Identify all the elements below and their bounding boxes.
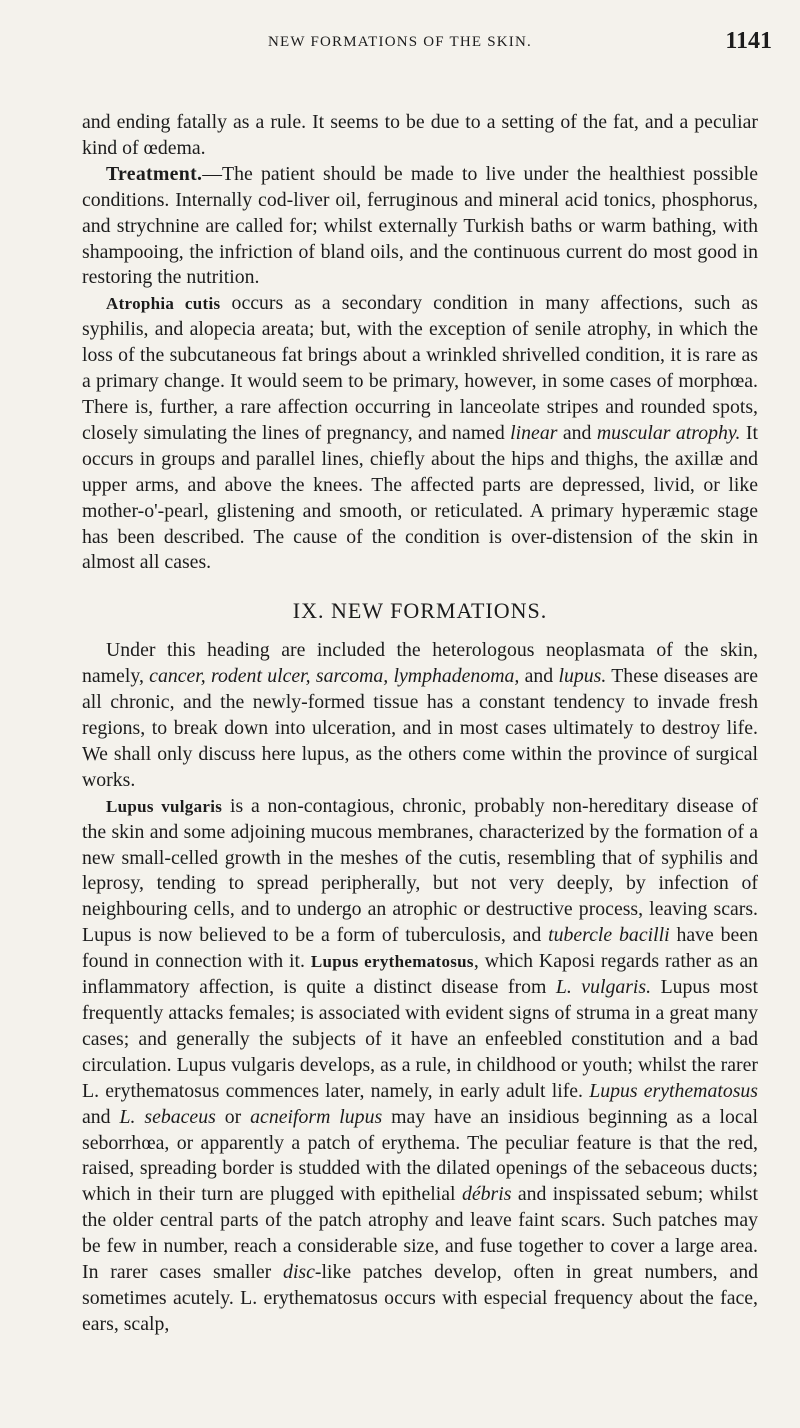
paragraph-lupus-vulgaris [82,794,758,1338]
paragraph-atrophia-cutis [82,291,758,576]
lupus-italic: L. sebaceus [119,1105,216,1128]
lupus-text: Lupus most frequently attacks females; is associated with evident signs of struma in a great many cases; and generally the subjects of it have an enfeebled constitution and a bad circulation. Lupus vulgaris develops, as a rule, in childhood or youth; whilst the rarer L. erythematosus commences later, namely, in early adult life. [82,976,758,1102]
lupus-text: or [215,1105,251,1128]
atrophia-text: occurs as a secondary condition in many affections, such as syphilis, and alopecia areata; but, with the exception of senile atrophy, in which the loss of the subcutaneous fat brings about a wrinkled shrivelled condition, it is rare as a primary change. It would seem to be primary, however, in some cases of morphœa. There is, further, a rare affection occurring in lanceolate stripes and rounded spots, closely simulating the lines of pregnancy, and named [82,292,759,444]
intro-text: and [519,665,559,688]
atrophia-italic: muscular atrophy. [596,421,741,444]
intro-text: These diseases are all chronic, and the newly-formed tissue has a constant tendency to invade fresh regions, to break down into ulceration, and in most cases ultimately to destroy life. We shall only discuss here lupus, as the others come within the province of surgical works. [82,665,758,791]
lupus-italic: Lupus erythematosus [589,1079,759,1102]
treatment-text: —The patient should be made to live under the healthiest possible conditions. Internally cod-liver oil, ferruginous and mineral acid tonics, phosphorus, and strychnine are called for; whilst externally Turkish baths or warm bathing, with shampooing, the infriction of bland oils, and the continuous current do most good in restoring the nutrition. [82,162,758,289]
lupus-text: -like patches develop, often in great numbers, and sometimes acutely. L. erythematosus occurs with especial frequency about the face, ears, scalp, [82,1261,758,1335]
lupus-text: , which Kaposi regards rather as an inflammatory affection, is quite a distinct disease from [82,950,759,999]
atrophia-text: It occurs in groups and parallel lines, chiefly about the hips and thighs, the axillæ and upper arms, and above the knees. The affected parts are depressed, livid, or like mother-o'-pearl, glistening and smooth, or reticulated. A primary hyperæmic stage has been described. The cause of the condition is over-distension of the skin in almost all cases. [82,421,759,574]
intro-italic: lupus. [558,665,607,688]
lupus-text: may have an insidious beginning as a local seborrhœa, or apparently a patch of erythema. The peculiar feature is that the red, raised, spreading border is studded with the dilated openings of the sebaceous ducts; which in their turn are plugged with epithelial [82,1105,758,1206]
lupus-text: is a non-contagious, chronic, probably non-hereditary disease of the skin and some adjoining mucous membranes, characterized by the formation of a new small-celled growth in the meshes of the cutis, resembling that of syphilis and leprosy, tending to spread peripherally, but not very deeply, by infection of neighbouring cells, and to undergo an atrophic or destructive process, leaving scars. Lupus is now believed to be a form of tuberculosis, and [82,794,758,947]
running-head [0,28,800,64]
running-title: NEW FORMATIONS OF THE SKIN. [268,34,532,50]
intro-text: Under this heading are included the heterologous neoplasmata of the skin, namely, [82,639,758,688]
page-number: 1141 [725,28,772,54]
lupus-text: and inspissated sebum; whilst the older central parts of the patch atrophy and leave faint scars. Such patches may be few in number, reach a considerable size, and fuse together to cover a large area. In rarer cases smaller [82,1183,758,1284]
treatment-heading: Treatment. [106,162,203,185]
lupus-text: have been found in connection with it. [82,924,759,973]
section-heading: IX. NEW FORMATIONS. [292,598,548,624]
paragraph-continuation: and ending fatally as a rule. It seems to be due to a setting of the fat, and a peculiar kind of œdema. [82,111,758,159]
atrophia-heading: Atrophia cutis [106,294,221,314]
paragraph-new-formations-intro [82,638,758,793]
lupus-erythematosus-heading: Lupus erythematosus [310,952,474,972]
paragraph-treatment [82,162,758,292]
atrophia-text: and [557,421,597,444]
lupus-vulgaris-heading: Lupus vulgaris [106,796,223,816]
intro-italic: cancer, rodent ulcer, sarcoma, lymphadenoma, [149,665,520,688]
lupus-italic: débris [461,1183,512,1206]
lupus-italic: acneiform lupus [250,1105,383,1128]
lupus-text: and [82,1105,120,1128]
lupus-italic: tubercle bacilli [548,924,670,947]
body-text [82,110,758,1338]
lupus-italic: disc [283,1261,315,1284]
atrophia-italic: linear [510,421,558,444]
lupus-italic: L. vulgaris. [555,976,652,999]
